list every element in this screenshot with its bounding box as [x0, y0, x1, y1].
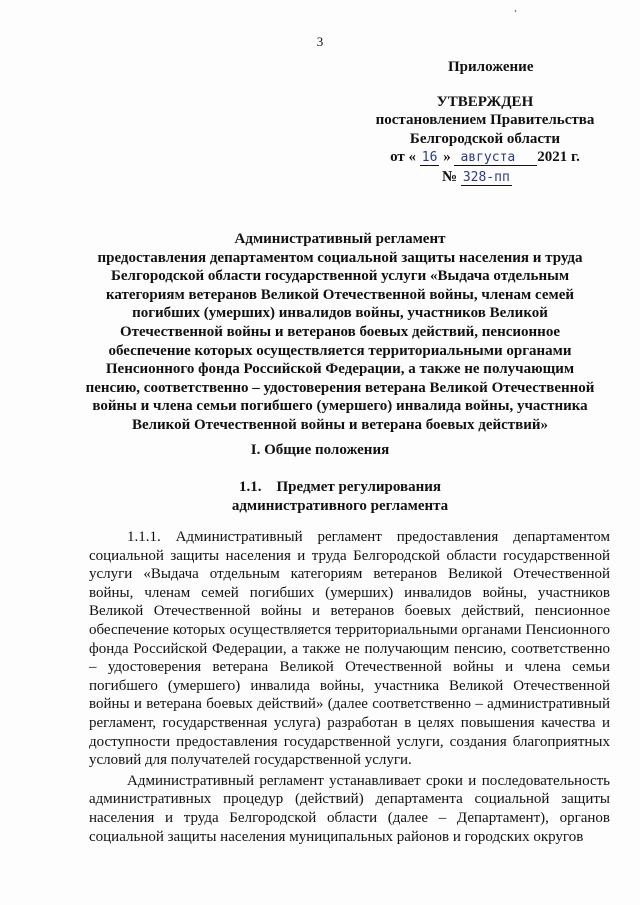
- scan-speck: [515, 10, 516, 12]
- subsection-heading-line1: 1.1. Предмет регулирования: [238, 479, 442, 495]
- date-prefix: от «: [390, 149, 417, 165]
- title-line: категориям ветеранов Великой Отечественной войны, членам семей: [105, 286, 575, 303]
- approval-stamp-block: [350, 58, 620, 187]
- number-value: 328-пп: [462, 169, 510, 185]
- approved-by-line: постановлением Правительства: [375, 112, 595, 128]
- approved-label: УТВЕРЖДЕН: [436, 93, 534, 110]
- title-line: погибших (умерших) инвалидов войны, участников Великой: [132, 305, 548, 322]
- approved-region-line: Белгородской области: [409, 130, 561, 147]
- document-title: [70, 230, 610, 435]
- title-line: обеспечение которых осуществляется территориальными органами: [108, 342, 572, 359]
- number-prefix: №: [442, 168, 458, 185]
- subsection-heading-line2: административного регламента: [231, 497, 449, 514]
- date-month: августа: [454, 150, 537, 166]
- title-line: пенсию, соответственно – удостоверения ветерана Великой Отечественной: [85, 379, 595, 396]
- approval-number-line: [350, 168, 620, 188]
- page-number: 3: [316, 34, 324, 49]
- date-year: 2021 г.: [537, 149, 580, 165]
- appendix-label: Приложение: [448, 59, 534, 75]
- title-line: Великой Отечественной войны и ветерана боевых действий»: [131, 416, 549, 433]
- section-heading: I. Общие положения: [250, 442, 390, 458]
- title-line: предоставления департаментом социальной защиты населения и труда: [97, 249, 583, 266]
- date-mid: »: [443, 149, 451, 165]
- title-line: войны и члена семьи погибшего (умершего) инвалида войны, участника: [92, 398, 588, 415]
- date-day: 16: [421, 150, 438, 165]
- subsection-heading: [70, 478, 610, 515]
- title-line: Отечественной войны и ветеранов боевых действий, пенсионное: [120, 323, 560, 340]
- title-line: Административный регламент: [234, 231, 446, 247]
- paragraph: Административный регламент устанавливает сроки и последовательность административных процедур (действий) департамента социальной защиты населения и труда Белгородской области (далее – Департамент), органов социальной защиты населения муниципальных районов и городских округов: [89, 772, 610, 845]
- approval-date-line: [350, 148, 620, 168]
- body-text: [89, 528, 610, 846]
- title-line: Белгородской области государственной услуги «Выдача отдельным: [110, 268, 570, 285]
- title-line: Пенсионного фонда Российской Федерации, а также не получающим: [105, 361, 575, 378]
- paragraph: 1.1.1. Административный регламент предоставления департаментом социальной защиты населения и труда Белгородской области государственной услуги «Выдача отдельным категориям ветеранов Великой Отечественной войны, членам семей погибших (умерших) инвалидов войны, участников Великой Отечественной войны и ветеранов боевых действий, пенсионное обеспечение которых осуществляется территориальными органами Пенсионного фонда Российской Федерации, а также не получающим пенсию, соответственно – удостоверения ветерана Великой Отечественной войны и члена семьи погибшего (умершего) инвалида войны, участника Великой Отечественной войны и ветерана боевых действий» (далее соответственно – административный регламент, государственная услуга) разработан в целях повышения качества и доступности предоставления государственной услуги, создания благоприятных условий для получателей государственной услуги.: [89, 529, 610, 769]
